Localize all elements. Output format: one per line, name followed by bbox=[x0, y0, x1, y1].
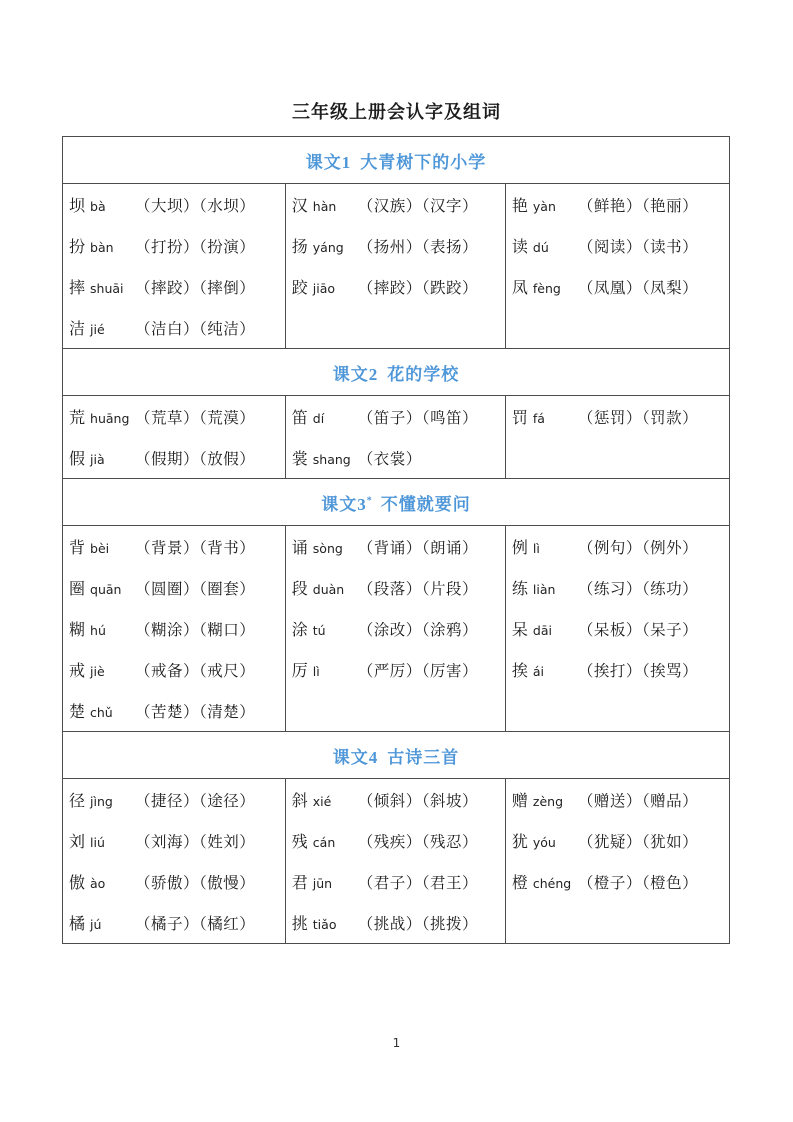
hanzi-character: 犹 bbox=[511, 834, 528, 851]
section-number: 课文1 bbox=[305, 152, 352, 172]
hanzi-character: 荒 bbox=[69, 410, 86, 427]
pinyin: dāi bbox=[532, 623, 552, 638]
example-words: （圆圈）（圈套） bbox=[135, 580, 256, 598]
pinyin: bà bbox=[90, 199, 106, 214]
example-words: （笛子）（鸣笛） bbox=[357, 409, 479, 427]
pinyin: xié bbox=[312, 794, 332, 809]
entry-head bbox=[69, 535, 135, 558]
section-header-row bbox=[63, 479, 730, 526]
example-words: （惩罚）（罚款） bbox=[577, 409, 699, 427]
pinyin: sòng bbox=[312, 541, 343, 556]
vocab-entry bbox=[63, 779, 285, 820]
example-words: （挑战）（挑拨） bbox=[357, 915, 479, 933]
pinyin: dí bbox=[312, 411, 325, 426]
vocab-cell bbox=[285, 184, 505, 349]
section-body-row bbox=[63, 184, 730, 349]
example-words: （背诵）（朗诵） bbox=[357, 539, 479, 557]
entry-head bbox=[512, 193, 578, 216]
entry-head bbox=[512, 234, 578, 257]
vocab-cell bbox=[63, 526, 286, 732]
pinyin: liàn bbox=[532, 582, 556, 597]
hanzi-character: 赠 bbox=[511, 793, 528, 810]
section-header bbox=[63, 732, 730, 779]
vocab-cell bbox=[63, 396, 286, 479]
pinyin: lì bbox=[532, 541, 540, 556]
vocab-entry bbox=[286, 779, 505, 820]
example-words: （摔跤）（摔倒） bbox=[135, 279, 256, 297]
section-header bbox=[63, 479, 730, 526]
vocab-entry bbox=[63, 266, 285, 307]
vocab-entry bbox=[506, 779, 729, 820]
vocab-entry bbox=[506, 649, 729, 690]
hanzi-character: 坝 bbox=[69, 198, 86, 215]
vocab-entry bbox=[506, 184, 729, 225]
entry-head bbox=[512, 405, 578, 428]
hanzi-character: 橙 bbox=[511, 875, 528, 892]
pinyin: yáng bbox=[312, 240, 344, 255]
entry-head bbox=[69, 829, 135, 852]
pinyin: lì bbox=[312, 664, 320, 679]
entry-head bbox=[512, 275, 578, 298]
hanzi-character: 段 bbox=[291, 581, 308, 598]
entry-head bbox=[512, 535, 578, 558]
entry-head bbox=[512, 788, 578, 811]
vocab-entry bbox=[63, 902, 285, 943]
example-words: （汉族）（汉字） bbox=[357, 197, 479, 215]
section-header-row bbox=[63, 732, 730, 779]
vocab-cell bbox=[63, 779, 286, 944]
hanzi-character: 圈 bbox=[69, 581, 86, 598]
pinyin: jú bbox=[90, 917, 102, 932]
page-number: 1 bbox=[392, 1036, 401, 1050]
example-words: （橘子）（橘红） bbox=[135, 915, 256, 933]
vocab-entry bbox=[506, 266, 729, 307]
vocab-cell bbox=[63, 184, 286, 349]
entry-head bbox=[292, 193, 358, 216]
entry-head bbox=[69, 576, 135, 599]
vocab-entry bbox=[286, 396, 505, 437]
example-words: （阅读）（读书） bbox=[577, 238, 699, 256]
pinyin: jiè bbox=[90, 664, 105, 679]
vocab-entry bbox=[506, 396, 729, 437]
vocab-entry bbox=[286, 567, 505, 608]
pinyin: dú bbox=[532, 240, 549, 255]
entry-head bbox=[292, 446, 358, 469]
hanzi-character: 厉 bbox=[291, 663, 308, 680]
vocab-cell bbox=[505, 184, 729, 349]
section-title: 花的学校 bbox=[387, 364, 460, 384]
entry-head bbox=[292, 658, 358, 681]
hanzi-character: 笛 bbox=[291, 410, 308, 427]
vocab-entry bbox=[63, 567, 285, 608]
hanzi-character: 楚 bbox=[69, 704, 86, 721]
example-words: （呆板）（呆子） bbox=[577, 621, 699, 639]
vocab-entry bbox=[506, 225, 729, 266]
section-body-row bbox=[63, 779, 730, 944]
vocab-entry bbox=[506, 861, 729, 902]
entry-head bbox=[292, 829, 358, 852]
entry-head bbox=[292, 911, 358, 934]
pinyin: bàn bbox=[90, 240, 114, 255]
entry-head bbox=[292, 535, 358, 558]
hanzi-character: 呆 bbox=[511, 622, 528, 639]
example-words: （打扮）（扮演） bbox=[135, 238, 256, 256]
pinyin: bèi bbox=[90, 541, 110, 556]
example-words: （背景）（背书） bbox=[135, 539, 256, 557]
hanzi-character: 洁 bbox=[69, 321, 86, 338]
hanzi-character: 艳 bbox=[511, 198, 528, 215]
vocab-entry bbox=[63, 690, 285, 731]
entry-head bbox=[512, 870, 578, 893]
hanzi-character: 橘 bbox=[69, 916, 86, 933]
entry-head bbox=[292, 275, 358, 298]
entry-head bbox=[69, 658, 135, 681]
section-asterisk: * bbox=[366, 494, 372, 506]
hanzi-character: 扬 bbox=[291, 239, 308, 256]
vocab-entry bbox=[63, 437, 285, 478]
example-words: （洁白）（纯洁） bbox=[135, 320, 256, 338]
example-words: （残疾）（残忍） bbox=[357, 833, 479, 851]
example-words: （鲜艳）（艳丽） bbox=[577, 197, 699, 215]
vocab-entry bbox=[506, 567, 729, 608]
example-words: （荒草）（荒漠） bbox=[135, 409, 256, 427]
pinyin: liú bbox=[90, 835, 105, 850]
example-words: （练习）（练功） bbox=[577, 580, 699, 598]
vocab-entry bbox=[63, 820, 285, 861]
entry-head bbox=[69, 405, 135, 428]
entry-head bbox=[512, 617, 578, 640]
vocab-entry bbox=[286, 902, 505, 943]
example-words: （骄傲）（傲慢） bbox=[135, 874, 256, 892]
example-words: （大坝）（水坝） bbox=[135, 197, 256, 215]
pinyin: shuāi bbox=[90, 281, 124, 296]
hanzi-character: 凤 bbox=[511, 280, 528, 297]
vocab-entry bbox=[63, 184, 285, 225]
example-words: （段落）（片段） bbox=[357, 580, 479, 598]
pinyin: tú bbox=[312, 623, 326, 638]
vocab-entry bbox=[286, 437, 505, 478]
hanzi-character: 练 bbox=[511, 581, 528, 598]
section-title: 古诗三首 bbox=[387, 747, 460, 767]
section-header-row bbox=[63, 137, 730, 184]
hanzi-character: 挨 bbox=[511, 663, 528, 680]
hanzi-character: 扮 bbox=[69, 239, 86, 256]
hanzi-character: 例 bbox=[511, 540, 528, 557]
pinyin: fá bbox=[532, 411, 545, 426]
section-header-row bbox=[63, 349, 730, 396]
entry-head bbox=[512, 829, 578, 852]
vocab-cell bbox=[285, 526, 505, 732]
section-body-row bbox=[63, 396, 730, 479]
example-words: （君子）（君王） bbox=[357, 874, 479, 892]
example-words: （例句）（例外） bbox=[577, 539, 699, 557]
hanzi-character: 傲 bbox=[69, 875, 86, 892]
pinyin: duàn bbox=[312, 582, 345, 597]
example-words: （橙子）（橙色） bbox=[577, 874, 699, 892]
vocab-entry bbox=[63, 307, 285, 348]
vocab-cell bbox=[505, 526, 729, 732]
pinyin: yàn bbox=[532, 199, 556, 214]
vocab-entry bbox=[63, 526, 285, 567]
vocab-entry bbox=[286, 861, 505, 902]
hanzi-character: 涂 bbox=[291, 622, 308, 639]
hanzi-character: 跤 bbox=[291, 280, 308, 297]
entry-head bbox=[292, 405, 358, 428]
entry-head bbox=[69, 699, 135, 722]
hanzi-character: 假 bbox=[69, 451, 86, 468]
entry-head bbox=[69, 870, 135, 893]
vocab-entry bbox=[286, 820, 505, 861]
section-number: 课文3 bbox=[321, 494, 367, 514]
hanzi-character: 背 bbox=[69, 540, 86, 557]
vocab-entry bbox=[286, 649, 505, 690]
pinyin: cán bbox=[312, 835, 336, 850]
pinyin: jié bbox=[90, 322, 105, 337]
hanzi-character: 斜 bbox=[291, 793, 308, 810]
pinyin: chǔ bbox=[90, 705, 113, 720]
section-title: 不懂就要问 bbox=[380, 494, 471, 514]
vocab-entry bbox=[506, 820, 729, 861]
hanzi-character: 戒 bbox=[69, 663, 86, 680]
section-number: 课文2 bbox=[332, 364, 379, 384]
vocab-cell bbox=[285, 396, 505, 479]
section-title: 大青树下的小学 bbox=[360, 152, 487, 172]
vocab-entry bbox=[286, 526, 505, 567]
entry-head bbox=[292, 870, 358, 893]
vocab-entry bbox=[63, 396, 285, 437]
vocab-entry bbox=[63, 649, 285, 690]
vocab-entry bbox=[506, 608, 729, 649]
entry-head bbox=[512, 576, 578, 599]
pinyin: tiǎo bbox=[312, 917, 337, 932]
vocab-table bbox=[62, 136, 730, 944]
example-words: （捷径）（途径） bbox=[135, 792, 256, 810]
entry-head bbox=[292, 576, 358, 599]
example-words: （苦楚）（清楚） bbox=[135, 703, 256, 721]
entry-head bbox=[292, 788, 358, 811]
hanzi-character: 径 bbox=[69, 793, 86, 810]
hanzi-character: 残 bbox=[291, 834, 308, 851]
entry-head bbox=[69, 275, 135, 298]
vocab-cell bbox=[285, 779, 505, 944]
entry-head bbox=[69, 617, 135, 640]
vocab-entry bbox=[286, 225, 505, 266]
pinyin: yóu bbox=[532, 835, 556, 850]
pinyin: jūn bbox=[312, 876, 333, 891]
example-words: （扬州）（表扬） bbox=[357, 238, 479, 256]
example-words: （倾斜）（斜坡） bbox=[357, 792, 479, 810]
hanzi-character: 读 bbox=[511, 239, 528, 256]
entry-head bbox=[69, 788, 135, 811]
section-body-row bbox=[63, 526, 730, 732]
example-words: （赠送）（赠品） bbox=[577, 792, 699, 810]
vocab-entry bbox=[286, 608, 505, 649]
section-number: 课文4 bbox=[332, 747, 379, 767]
entry-head bbox=[69, 911, 135, 934]
hanzi-character: 裳 bbox=[291, 451, 308, 468]
entry-head bbox=[69, 446, 135, 469]
page-title: 三年级上册会认字及组词 bbox=[292, 102, 501, 123]
hanzi-character: 罚 bbox=[511, 410, 528, 427]
pinyin: hú bbox=[90, 623, 106, 638]
pinyin: shang bbox=[312, 452, 351, 467]
pinyin: quān bbox=[90, 582, 122, 597]
vocab-entry bbox=[286, 184, 505, 225]
vocab-cell bbox=[505, 779, 729, 944]
hanzi-character: 挑 bbox=[291, 916, 308, 933]
example-words: （犹疑）（犹如） bbox=[577, 833, 699, 851]
entry-head bbox=[292, 617, 358, 640]
hanzi-character: 刘 bbox=[69, 834, 86, 851]
entry-head bbox=[69, 316, 135, 339]
vocab-entry bbox=[286, 266, 505, 307]
pinyin: zèng bbox=[532, 794, 563, 809]
section-header bbox=[63, 137, 730, 184]
example-words: （摔跤）（跌跤） bbox=[357, 279, 479, 297]
hanzi-character: 汉 bbox=[291, 198, 308, 215]
example-words: （挨打）（挨骂） bbox=[577, 662, 699, 680]
hanzi-character: 摔 bbox=[69, 280, 86, 297]
example-words: （糊涂）（糊口） bbox=[135, 621, 256, 639]
pinyin: jìng bbox=[90, 794, 113, 809]
vocab-entry bbox=[63, 861, 285, 902]
pinyin: fèng bbox=[532, 281, 561, 296]
pinyin: jià bbox=[90, 452, 105, 467]
example-words: （戒备）（戒尺） bbox=[135, 662, 256, 680]
example-words: （假期）（放假） bbox=[135, 450, 256, 468]
hanzi-character: 君 bbox=[291, 875, 308, 892]
pinyin: chéng bbox=[532, 876, 572, 891]
pinyin: jiāo bbox=[312, 281, 336, 296]
example-words: （凤凰）（凤梨） bbox=[577, 279, 699, 297]
pinyin: huāng bbox=[90, 411, 130, 426]
pinyin: ào bbox=[90, 876, 106, 891]
example-words: （刘海）（姓刘） bbox=[135, 833, 256, 851]
vocab-cell bbox=[505, 396, 729, 479]
hanzi-character: 诵 bbox=[291, 540, 308, 557]
example-words: （严厉）（厉害） bbox=[357, 662, 479, 680]
hanzi-character: 糊 bbox=[69, 622, 86, 639]
entry-head bbox=[512, 658, 578, 681]
vocab-entry bbox=[63, 225, 285, 266]
example-words: （涂改）（涂鸦） bbox=[357, 621, 479, 639]
pinyin: hàn bbox=[312, 199, 337, 214]
vocab-entry bbox=[63, 608, 285, 649]
entry-head bbox=[292, 234, 358, 257]
example-words: （衣裳） bbox=[357, 450, 422, 468]
pinyin: ái bbox=[532, 664, 545, 679]
entry-head bbox=[69, 193, 135, 216]
vocab-entry bbox=[506, 526, 729, 567]
section-header bbox=[63, 349, 730, 396]
entry-head bbox=[69, 234, 135, 257]
